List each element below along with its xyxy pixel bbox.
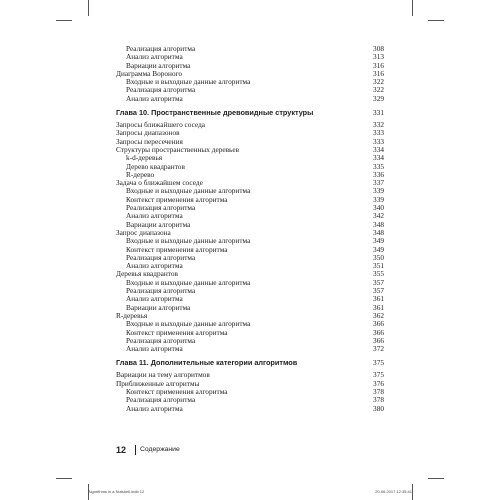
toc-page-number: 366 xyxy=(373,335,384,345)
toc-page-number: 339 xyxy=(373,194,384,204)
toc-entry-title: Вариации алгоритма xyxy=(126,302,191,312)
toc-entry-title: Запрос диапазона xyxy=(116,227,171,237)
toc-page-number: 351 xyxy=(373,261,384,271)
toc-entry-title: Структуры пространственных деревьев xyxy=(116,144,240,154)
toc-entry-title: Анализ алгоритма xyxy=(126,294,183,304)
toc-page-number: 372 xyxy=(373,344,384,354)
toc-page-number: 333 xyxy=(373,136,384,146)
toc-entry-title: Вариации на тему алгоритмов xyxy=(116,370,210,380)
toc-page-number: 313 xyxy=(373,52,384,62)
toc-page-number: 380 xyxy=(373,403,384,413)
toc-page-number: 332 xyxy=(373,120,384,130)
toc-entry-title: Входные и выходные данные алгоритма xyxy=(126,236,251,246)
toc-entry xyxy=(116,345,384,353)
page-footer xyxy=(116,444,384,456)
toc-page-number: 342 xyxy=(373,211,384,221)
toc-entry-title: Анализ алгоритма xyxy=(126,52,183,62)
toc-entry-title: Задача о ближайшем соседе xyxy=(116,178,203,188)
crop-mark xyxy=(412,484,413,500)
toc-chapter-entry xyxy=(116,108,384,117)
toc-entry-title: Дерево квадрантов xyxy=(126,161,185,171)
page-number: 12 xyxy=(116,445,127,455)
toc-page-number: 362 xyxy=(373,310,384,320)
toc-page-number: 349 xyxy=(373,244,384,254)
footer-divider xyxy=(135,445,136,455)
toc-page-number: 339 xyxy=(373,186,384,196)
toc-page-number: 348 xyxy=(373,227,384,237)
toc-entry xyxy=(116,304,384,312)
toc-chapter-entry xyxy=(116,358,384,367)
toc-entry-title: Запросы ближайшего соседа xyxy=(116,120,206,130)
toc-entry-title: Контекст применения алгоритма xyxy=(126,244,228,254)
toc-entry-title: Деревья квадрантов xyxy=(116,269,178,279)
toc-page-number: 337 xyxy=(373,178,384,188)
crop-mark xyxy=(428,478,444,479)
toc-page-number: 336 xyxy=(373,169,384,179)
toc-entry-title: Реализация алгоритма xyxy=(126,85,196,95)
toc-page-number: 357 xyxy=(373,277,384,287)
toc-entry-title: Анализ алгоритма xyxy=(126,93,183,103)
toc-entry-title: Вариации алгоритма xyxy=(126,60,191,70)
toc-entry-title: Входные и выходные данные алгоритма xyxy=(126,186,251,196)
toc-entry-title: Реализация алгоритма xyxy=(126,335,196,345)
toc-entry-title: Реализация алгоритма xyxy=(126,286,196,296)
toc-page-number: 316 xyxy=(373,68,384,78)
toc-entry-title: Запросы пересечения xyxy=(116,136,183,146)
toc-page-number: 335 xyxy=(373,161,384,171)
toc-entry-title: Входные и выходные данные алгоритма xyxy=(126,319,251,329)
crop-mark xyxy=(88,0,89,16)
toc-entry xyxy=(116,95,384,103)
toc-page-number: 361 xyxy=(373,294,384,304)
toc-entry-title: Глава 10. Пространственные древовидные структуры xyxy=(116,108,314,118)
toc-page-number: 308 xyxy=(373,44,384,53)
toc-entry-title: Вариации алгоритма xyxy=(126,219,191,229)
toc-entry-title: Реализация алгоритма xyxy=(126,395,196,405)
toc-page-number: 376 xyxy=(373,378,384,388)
toc-entry-title: Реализация алгоритма xyxy=(126,252,196,262)
toc-entry-title: Контекст применения алгоритма xyxy=(126,327,228,337)
toc-page-number: 334 xyxy=(373,153,384,163)
print-slug xyxy=(88,489,412,497)
toc-entry-title: Входные и выходные данные алгоритма xyxy=(126,77,251,87)
slug-datetime: 20.06.2017 12:35:41 xyxy=(375,489,412,494)
toc-page-number: 316 xyxy=(373,60,384,70)
toc-entry-title: Глава 11. Дополнительные категории алгоритмов xyxy=(116,358,298,368)
toc-page-number: 361 xyxy=(373,302,384,312)
crop-mark xyxy=(56,20,72,21)
toc-entry-title: Анализ алгоритма xyxy=(126,261,183,271)
crop-mark xyxy=(56,478,72,479)
toc-page-number: 378 xyxy=(373,395,384,405)
toc-entry-title: Запросы диапазонов xyxy=(116,128,180,138)
toc-entry-title: Анализ алгоритма xyxy=(126,344,183,354)
running-footer-title: Содержание xyxy=(140,446,180,453)
toc-page-number: 366 xyxy=(373,327,384,337)
toc-page-number: 334 xyxy=(373,144,384,154)
toc-page-number: 348 xyxy=(373,219,384,229)
toc-page-number: 322 xyxy=(373,85,384,95)
toc-entry-title: Реализация алгоритма xyxy=(126,44,196,53)
toc-page-number: 322 xyxy=(373,77,384,87)
toc-entry-title: Контекст применения алгоритма xyxy=(126,194,228,204)
toc-page-number: 340 xyxy=(373,203,384,213)
toc-page-number: 329 xyxy=(373,93,384,103)
toc-page-number: 375 xyxy=(373,370,384,380)
toc-entry-title: Контекст применения алгоритма xyxy=(126,386,228,396)
toc-entry xyxy=(116,405,384,413)
toc-entry-title: Анализ алгоритма xyxy=(126,403,183,413)
toc-page-number: 331 xyxy=(373,108,384,118)
toc-entry xyxy=(116,163,384,171)
toc-entry-title: R-деревья xyxy=(116,310,148,320)
toc-entry-title: Входные и выходные данные алгоритма xyxy=(126,277,251,287)
toc-entry-title: Приближенные алгоритмы xyxy=(116,378,200,388)
toc-page-number: 349 xyxy=(373,236,384,246)
toc-entry-title: Анализ алгоритма xyxy=(126,211,183,221)
toc-page-number: 366 xyxy=(373,319,384,329)
toc-page-number: 378 xyxy=(373,386,384,396)
toc-entry-title: R-дерево xyxy=(126,169,155,179)
toc-entry-title: Реализация алгоритма xyxy=(126,203,196,213)
toc-page-number: 375 xyxy=(373,358,384,368)
toc-page-number: 357 xyxy=(373,286,384,296)
toc-page-number: 350 xyxy=(373,252,384,262)
toc-page-number: 333 xyxy=(373,128,384,138)
toc-page-number: 355 xyxy=(373,269,384,279)
crop-mark xyxy=(412,0,413,16)
toc-entry-title: k-d-деревья xyxy=(126,153,163,163)
slug-file: Algorithms in a Nutshell.indb 12 xyxy=(88,489,145,494)
table-of-contents xyxy=(116,45,384,413)
crop-mark xyxy=(428,20,444,21)
toc-entry-title: Диаграмма Вороного xyxy=(116,68,183,78)
